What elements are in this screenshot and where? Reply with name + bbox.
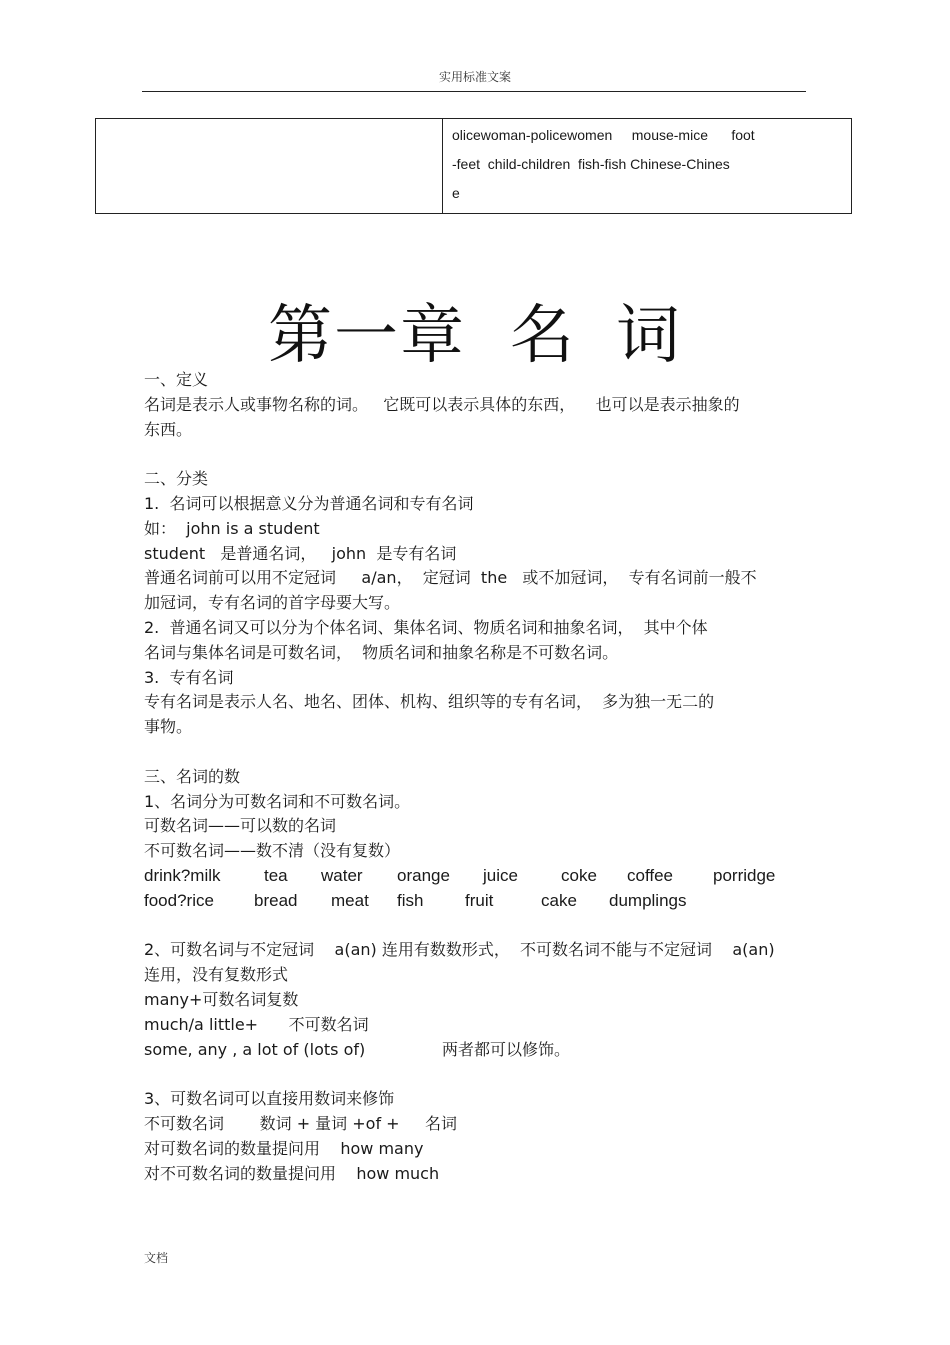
paragraph-line: 东西。	[144, 419, 193, 439]
paragraph-line: many+可数名词复数	[144, 989, 299, 1009]
paragraph-line: 3、可数名词可以直接用数词来修饰	[144, 1089, 395, 1109]
word-item: orange	[397, 865, 450, 885]
paragraph-line: 1. 名词可以根据意义分为普通名词和专有名词	[144, 493, 474, 513]
document-body	[144, 368, 824, 1186]
paragraph-line: 对可数名词的数量提问用 how many	[144, 1138, 424, 1158]
word-item: meat	[331, 890, 369, 910]
paragraph-line: student 是普通名词， john 是专有名词	[144, 543, 457, 563]
paragraph-line: 2. 普通名词又可以分为个体名词、集体名词、物质名词和抽象名词， 其中个体	[144, 617, 708, 637]
paragraph-line: 对不可数名词的数量提问用 how much	[144, 1163, 440, 1183]
word-item: tea	[264, 865, 288, 885]
section-heading: 三、名词的数	[144, 766, 241, 786]
continuation-table	[95, 118, 852, 214]
word-item: juice	[483, 865, 518, 885]
paragraph-line: 名词与集体名词是可数名词， 物质名词和抽象名称是不可数名词。	[144, 642, 619, 662]
table-line: olicewoman-policewomen mouse-mice foot	[452, 127, 755, 143]
paragraph-line: 加冠词，专有名词的首字母要大写。	[144, 593, 401, 613]
word-item: dumplings	[609, 890, 687, 910]
paragraph-line: 不可数名词 数词 + 量词 +of + 名词	[144, 1113, 458, 1133]
section-heading: 一、定义	[144, 370, 209, 389]
paragraph-line: 专有名词是表示人名、地名、团体、机构、组织等的专有名词， 多为独一无二的	[144, 692, 715, 712]
paragraph-line: 可数名词——可以数的名词	[144, 816, 337, 836]
paragraph-line: 如： john is a student	[144, 518, 320, 538]
paragraph-line: 2、可数名词与不定冠词 a(an) 连用有数数形式， 不可数名词不能与不定冠词 a(an)	[144, 940, 775, 960]
paragraph-line: 1、名词分为可数名词和不可数名词。	[144, 791, 411, 811]
word-item: cake	[541, 890, 577, 910]
section-heading: 二、分类	[144, 469, 209, 489]
paragraph-line: 名词是表示人或事物名称的词。 它既可以表示具体的东西， 也可以是表示抽象的	[144, 394, 740, 414]
chapter-title	[0, 284, 950, 376]
word-item: fish	[397, 890, 424, 910]
page-footer: 文档	[144, 1251, 169, 1265]
table-right-cell	[443, 119, 852, 214]
word-item: coke	[561, 865, 597, 885]
paragraph-fragment: some, any , a lot of (lots of)	[144, 1039, 366, 1059]
paragraph-line: 普通名词前可以用不定冠词 a/an， 定冠词 the 或不加冠词， 专有名词前一般不	[144, 568, 757, 588]
page-header-title: 实用标准文案	[438, 70, 511, 84]
word-item: fruit	[465, 890, 494, 910]
paragraph-line: 3. 专有名词	[144, 667, 234, 687]
chapter-title-part: 词	[616, 299, 682, 373]
chapter-title-part: 第一章	[268, 299, 466, 373]
paragraph-line	[144, 1038, 824, 1063]
word-item: drink?milk	[144, 865, 221, 885]
table-line: -feet child-children fish-fish Chinese-Chines	[452, 156, 730, 172]
paragraph-line: 连用，没有复数形式	[144, 965, 289, 985]
paragraph-fragment: 两者都可以修饰。	[442, 1039, 571, 1059]
word-list-row	[144, 889, 824, 914]
word-item: water	[321, 865, 363, 885]
chapter-title-part: 名	[510, 299, 576, 373]
header-divider	[142, 91, 806, 92]
word-item: bread	[254, 890, 298, 910]
word-item: coffee	[627, 865, 674, 885]
paragraph-line: 不可数名词——数不清（没有复数）	[144, 841, 401, 861]
word-item: food?rice	[144, 890, 214, 910]
word-item: porridge	[713, 865, 776, 885]
table-line: e	[452, 185, 460, 201]
table-left-cell	[96, 119, 443, 214]
word-list-row	[144, 864, 824, 889]
paragraph-line: 事物。	[144, 717, 193, 737]
paragraph-line: much/a little+ 不可数名词	[144, 1014, 369, 1034]
